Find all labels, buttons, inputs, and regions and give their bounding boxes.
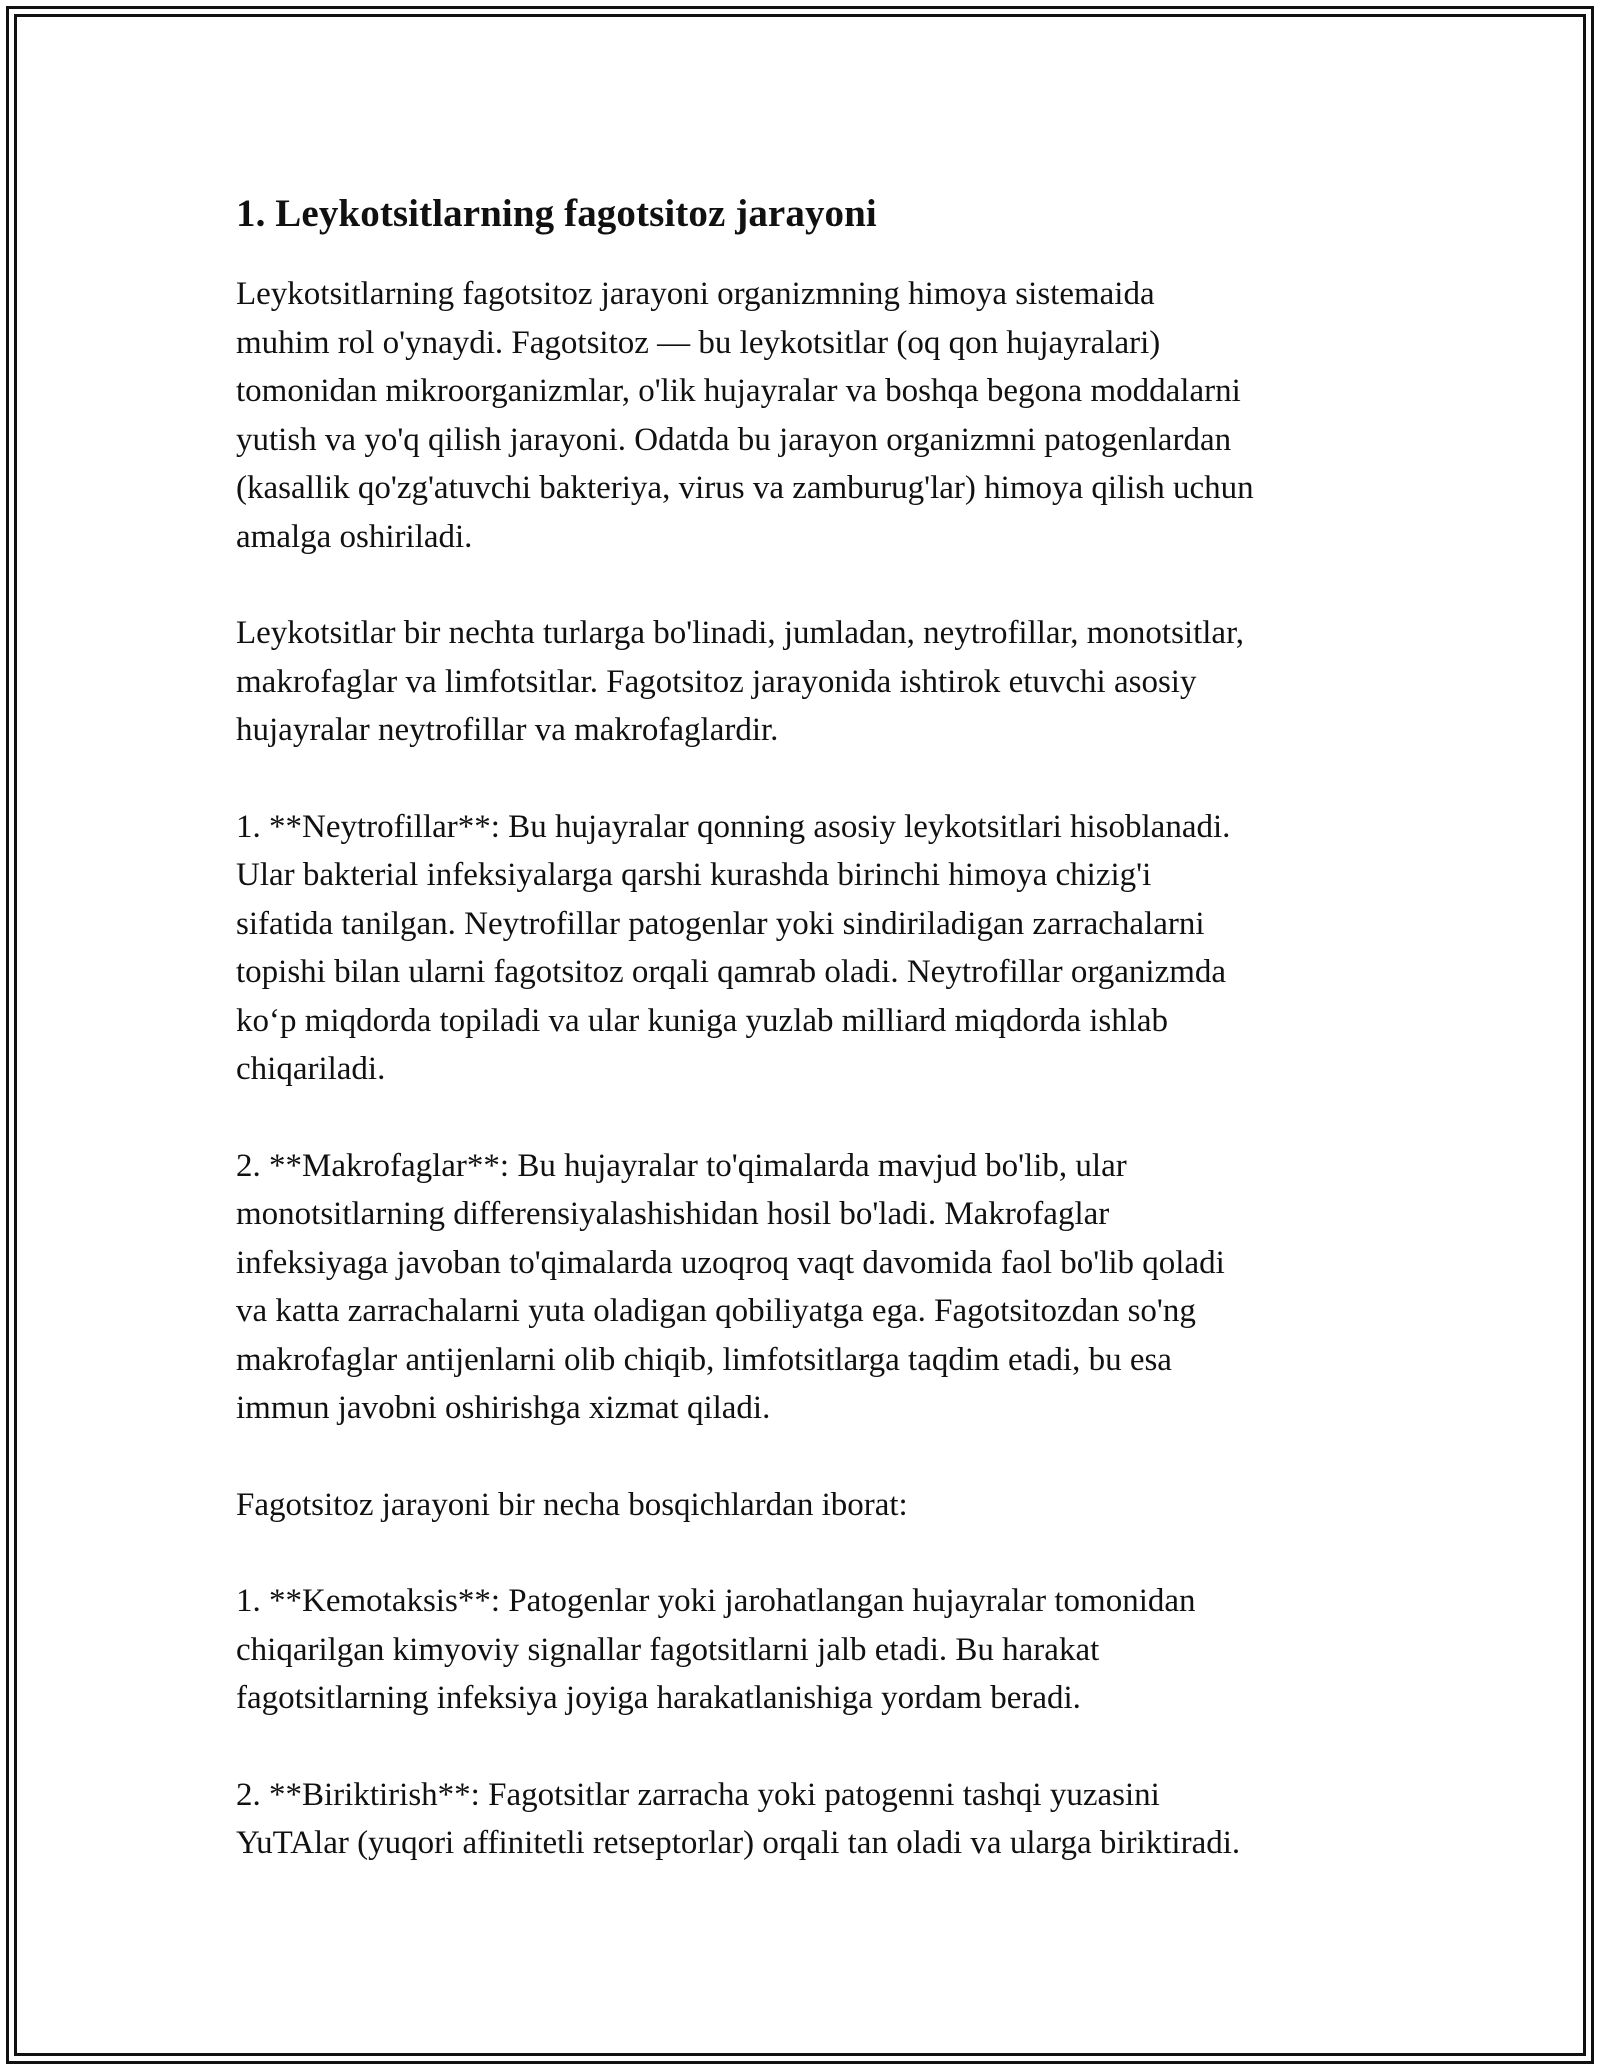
paragraph-neutrophils: 1. **Neytrofillar**: Bu hujayralar qonning asosiy leykotsitlari hisoblanadi. Ular bakterial infeksiyalarga qarshi kurashda birinchi himoya chizig'i sifatida tanilgan. Neytrofillar patogenlar yoki sindiriladigan zarrachalarni topishi bilan ularni fagotsitoz orqali qamrab oladi. Neytrofillar organizmda ko‘p miqdorda topiladi va ular kuniga yuzlab milliard miqdorda ishlab chiqariladi. [236, 808, 1231, 1087]
document-heading: 1. Leykotsitlarning fagotsitoz jarayoni [236, 192, 877, 235]
paragraph-intro: Leykotsitlarning fagotsitoz jarayoni organizmning himoya sistemaida muhim rol o'ynaydi. Fagotsitoz — bu leykotsitlar (oq qon hujayralari) tomonidan mikroorganizmlar, o'lik hujayralar va boshqa begona moddalarni yutish va yo'q qilish jarayoni. Odatda bu jarayon organizmni patogenlardan (kasallik qo'zg'atuvchi bakteriya, virus va zamburug'lar) himoya qilish uchun amalga oshiriladi. [236, 276, 1254, 555]
paragraph-chemotaxis: 1. **Kemotaksis**: Patogenlar yoki jarohatlangan hujayralar tomonidan chiqarilgan kimyoviy signallar fagotsitlarni jalb etadi. Bu harakat fagotsitlarning infeksiya joyiga harakatlanishiga yordam beradi. [236, 1583, 1196, 1716]
document-body [236, 188, 1386, 1916]
paragraph-macrophages: 2. **Makrofaglar**: Bu hujayralar to'qimalarda mavjud bo'lib, ular monotsitlarning differensiyalashishidan hosil bo'ladi. Makrofaglar infeksiyaga javoban to'qimalarda uzoqroq vaqt davomida faol bo'lib qoladi va katta zarrachalarni yuta oladigan qobiliyatga ega. Fagotsitozdan so'ng makrofaglar antijenlarni olib chiqib, limfotsitlarga taqdim etadi, bu esa immun javobni oshirishga xizmat qiladi. [236, 1147, 1225, 1426]
paragraph-attachment: 2. **Biriktirish**: Fagotsitlar zarracha yoki patogenni tashqi yuzasini YuTAlar (yuqori affinitetli retseptorlar) orqali tan oladi va ularga biriktiradi. [236, 1776, 1241, 1861]
paragraph-leukocyte-types: Leykotsitlar bir nechta turlarga bo'linadi, jumladan, neytrofillar, monotsitlar, makrofaglar va limfotsitlar. Fagotsitoz jarayonida ishtirok etuvchi asosiy hujayralar neytrofillar va makrofaglardir. [236, 615, 1244, 748]
paragraph-stages-intro: Fagotsitoz jarayoni bir necha bosqichlardan iborat: [236, 1486, 908, 1523]
